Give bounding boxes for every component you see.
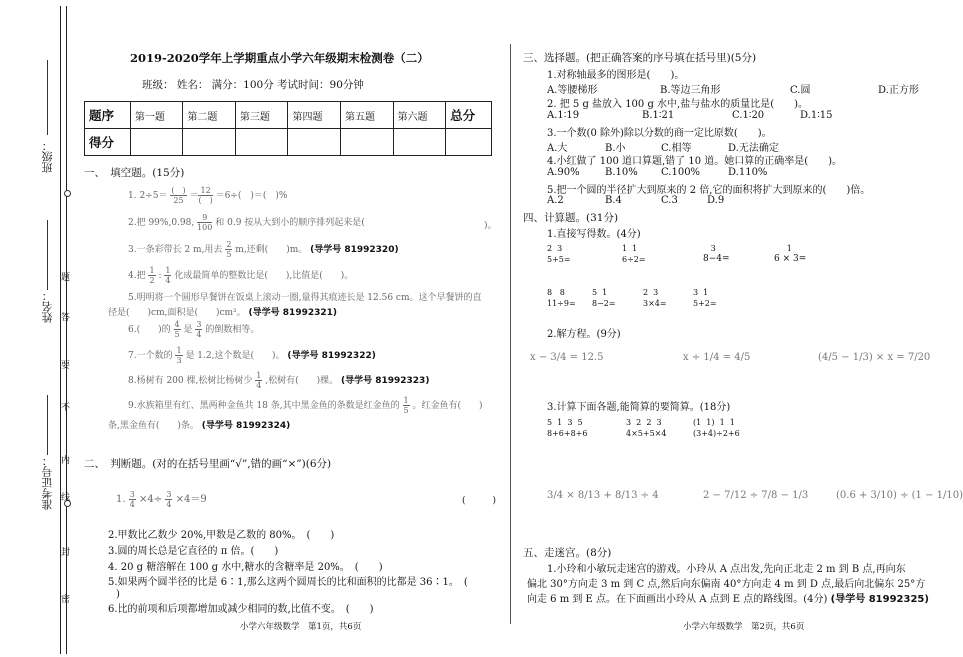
simplify-2: 3 2 2 3 4×5+5×4 bbox=[626, 418, 667, 438]
section-heading: 三、选择题。(把正确答案的序号填在括号里)(5分) bbox=[523, 52, 757, 64]
q8-text-2: ,松树有( )棵。 bbox=[265, 376, 339, 386]
page-divider bbox=[510, 44, 511, 624]
q1-text-2: ＝6÷( )＝( )% bbox=[215, 191, 288, 201]
choice-option[interactable]: C.100% bbox=[661, 167, 701, 178]
choice-option[interactable]: C.相等 bbox=[661, 143, 692, 154]
choice-5: 5.把一个圆的半径扩大到原来的 2 倍,它的面积将扩大到原来的( )倍。 bbox=[547, 185, 871, 196]
score-row-label: 得分 bbox=[85, 129, 131, 156]
seal-char: 要 bbox=[61, 361, 71, 371]
oral-calc-1: 2 3 5+5= bbox=[547, 244, 571, 264]
frac-num: 1 bbox=[176, 346, 182, 355]
score-header-cell: 第五题 bbox=[341, 102, 394, 129]
seal-char: 不 bbox=[61, 403, 71, 413]
q5-text: 径是( )cm,面积是( )cm²。 bbox=[108, 308, 246, 318]
calc-sub-1: 1.直接写得数。(4分) bbox=[547, 229, 641, 240]
q2-close: )。 bbox=[484, 221, 497, 231]
score-input-cell[interactable] bbox=[446, 129, 492, 156]
frac-den: 3 bbox=[176, 356, 182, 365]
simplify-5: 2 − 7/12 ÷ 7/8 − 1/3 bbox=[703, 490, 809, 501]
frac-num: 3 bbox=[196, 320, 202, 329]
q9-text-3: 条,黑金鱼有( )条。 bbox=[108, 421, 199, 431]
seal-char: 封 bbox=[61, 548, 71, 558]
guide-number: (导学号 81992322) bbox=[287, 351, 376, 361]
exam-id-label: 准考证号： bbox=[41, 455, 54, 510]
score-header-cell: 第三题 bbox=[235, 102, 288, 129]
frac-num: 9 bbox=[197, 213, 212, 223]
page-title: 2019-2020学年上学期重点小学六年级期末检测卷（二） bbox=[130, 51, 429, 65]
q9-text-2: 。红金鱼有( ) bbox=[412, 401, 483, 411]
guide-number: (导学号 81992324) bbox=[201, 421, 291, 431]
q6-text-2: 是 bbox=[183, 325, 193, 335]
question-3 bbox=[128, 240, 399, 259]
choice-option[interactable]: B.1∶21 bbox=[642, 110, 675, 121]
frac-num: 2 bbox=[226, 240, 232, 249]
question-4 bbox=[128, 266, 353, 285]
q6-text-3: 的倒数相等。 bbox=[205, 325, 260, 335]
frac-den: 25 bbox=[173, 196, 184, 205]
choice-option[interactable]: D.9 bbox=[707, 195, 725, 206]
q8-text: 8.杨树有 200 棵,松树比杨树少 bbox=[128, 376, 253, 386]
oral-calc-2: 1 1 6÷2= bbox=[622, 244, 646, 264]
j1-text-2: ×4÷ bbox=[139, 494, 163, 505]
score-input-cell[interactable] bbox=[235, 129, 288, 156]
seal-char: 密 bbox=[61, 595, 71, 605]
frac-den: 100 bbox=[197, 223, 213, 232]
score-header-cell: 第四题 bbox=[288, 102, 341, 129]
q4-text: 4.把 bbox=[128, 271, 146, 281]
seal-char: 题 bbox=[61, 273, 71, 283]
oral-calc-4: 1 6 × 3= bbox=[774, 244, 807, 264]
frac-num: 4 bbox=[174, 320, 180, 329]
guide-number: (导学号 81992321) bbox=[248, 308, 338, 318]
frac-num: 3 bbox=[129, 490, 135, 499]
frac-num: 1 bbox=[403, 396, 409, 405]
maze-paragraph-1: 1.小玲和小敏玩走迷宫的游戏。小玲从 A 点出发,先向正北走 2 m 到 B 点,再向东 bbox=[547, 564, 906, 575]
equation-2: x ÷ 1/4 = 4/5 bbox=[683, 352, 751, 363]
simplify-1: 5 1 3 5 8+6+8+6 bbox=[547, 418, 588, 438]
name-label: 姓名： bbox=[41, 290, 54, 323]
choice-option[interactable]: A.1∶19 bbox=[547, 110, 580, 121]
class-underline bbox=[47, 60, 48, 135]
question-6 bbox=[128, 320, 259, 339]
q4-colon: : bbox=[158, 271, 162, 281]
seal-char: 线 bbox=[61, 493, 71, 503]
question-5-line-1: 5.明明将一个圆形早餐饼在饭桌上滚动一圈,量得其痕迹长是 12.56 cm。这个早餐饼的直 bbox=[128, 293, 482, 303]
choice-option[interactable]: A.等腰梯形 bbox=[547, 85, 598, 96]
frac-den: 5 bbox=[174, 330, 180, 339]
frac-den: 4 bbox=[196, 330, 202, 339]
choice-option[interactable]: A.90% bbox=[547, 167, 580, 178]
score-input-cell[interactable] bbox=[183, 129, 236, 156]
q7-text-2: 是 1.2,这个数是( )。 bbox=[185, 351, 285, 361]
exam-info: 班级： 姓名： 满分：100分 考试时间：90分钟 bbox=[142, 79, 364, 91]
q4-text-2: 化成最简单的整数比是( ),比值是( )。 bbox=[174, 271, 354, 281]
frac-den: ( ) bbox=[198, 196, 213, 205]
choice-option[interactable]: C.1∶20 bbox=[732, 110, 765, 121]
frac-den: 4 bbox=[129, 500, 135, 509]
choice-option[interactable]: D.无法确定 bbox=[728, 143, 779, 154]
score-input-cell[interactable] bbox=[130, 129, 183, 156]
q3-text: 3.一条彩带长 2 m,用去 bbox=[128, 245, 223, 255]
score-header-cell: 总分 bbox=[446, 102, 492, 129]
section-heading: 一、 填空题。(15分) bbox=[84, 167, 185, 179]
q6-text: 6.( )的 bbox=[128, 325, 171, 335]
simplify-4: 3/4 × 8/13 + 8/13 ÷ 4 bbox=[547, 490, 659, 501]
section-heading: 五、走迷宫。(8分) bbox=[523, 547, 612, 559]
frac-den: 4 bbox=[165, 276, 171, 285]
score-header-cell: 第二题 bbox=[183, 102, 236, 129]
question-9-line-1 bbox=[128, 396, 483, 415]
question-5-line-2 bbox=[108, 305, 337, 318]
choice-option[interactable]: D.1∶15 bbox=[800, 110, 833, 121]
score-input-cell[interactable] bbox=[341, 129, 394, 156]
choice-option[interactable]: B.4 bbox=[605, 195, 622, 206]
q3-text-2: m,还剩( )m。 bbox=[235, 245, 308, 255]
choice-2: 2. 把 5 g 盐放入 100 g 水中,盐与盐水的质量比是( )。 bbox=[547, 99, 809, 110]
equation-1: x − 3/4 = 12.5 bbox=[530, 352, 604, 363]
section-heading: 四、计算题。(31分) bbox=[523, 212, 619, 224]
q1-text: 1. 2÷5＝ bbox=[128, 191, 168, 201]
simplify-6: (0.6 + 3/10) ÷ (1 − 1/10) bbox=[836, 490, 963, 501]
choice-option[interactable]: D.正方形 bbox=[878, 85, 919, 96]
page-footer: 小学六年级数学 第1页，共6页 bbox=[240, 622, 362, 632]
page-footer: 小学六年级数学 第2页，共6页 bbox=[683, 622, 805, 632]
oral-calc-8: 3 1 5+2= bbox=[693, 288, 717, 308]
oral-calc-6: 5 1 8−2= bbox=[592, 288, 616, 308]
frac-num: 12 bbox=[198, 186, 212, 196]
question-9-line-2 bbox=[108, 418, 290, 431]
frac-num: 1 bbox=[149, 266, 155, 275]
score-input-cell[interactable] bbox=[393, 129, 446, 156]
question-1: 1. 2÷5＝ $\frac{( )}{25}$ ＝ $\frac{12}{( )}$ ＝6÷( )＝( )% bbox=[128, 186, 288, 205]
score-header-cell: 第一题 bbox=[130, 102, 183, 129]
section-heading: 二、 判断题。(对的在括号里画“√”,错的画“×”)(6分) bbox=[84, 458, 332, 470]
question-8 bbox=[128, 371, 429, 390]
seal-char: 内 bbox=[61, 456, 71, 466]
choice-option[interactable]: B.等边三角形 bbox=[660, 85, 721, 96]
frac-den: 5 bbox=[226, 250, 232, 259]
maze-paragraph-3 bbox=[527, 590, 929, 605]
oral-calc-7: 2 3 3×4= bbox=[643, 288, 667, 308]
maze-text: 向走 6 m 到 E 点。在下面画出小玲从 A 点到 E 点的路线图。(4分) bbox=[527, 594, 828, 605]
choice-option[interactable]: A.大 bbox=[547, 143, 568, 154]
guide-number: (导学号 81992320) bbox=[310, 245, 399, 255]
question-2 bbox=[128, 213, 365, 232]
guide-number: (导学号 81992325) bbox=[830, 594, 929, 605]
choice-3: 3.一个数(0 除外)除以分数的商一定比原数( )。 bbox=[547, 128, 772, 139]
judge-5: 5.如果两个圆半径的比是 6∶1,那么这两个圆周长的比和面积的比都是 36∶1。 ( bbox=[108, 577, 468, 588]
score-header-cell: 第六题 bbox=[393, 102, 446, 129]
frac-num: 3 bbox=[166, 490, 172, 499]
frac-den: 2 bbox=[149, 276, 155, 285]
frac-den: 4 bbox=[166, 500, 172, 509]
judge-6: 6.比的前项和后项都增加或减少相同的数,比值不变。 ( ) bbox=[108, 604, 374, 615]
class-label: 班级： bbox=[41, 140, 54, 173]
guide-number: (导学号 81992323) bbox=[340, 376, 430, 386]
choice-option[interactable]: C.圆 bbox=[790, 85, 811, 96]
j1-text-3: ×4＝9 bbox=[175, 494, 207, 505]
frac-num: ( ) bbox=[171, 186, 186, 195]
choice-option[interactable]: A.2 bbox=[547, 195, 564, 206]
choice-option[interactable]: B.小 bbox=[605, 143, 626, 154]
name-underline bbox=[47, 220, 48, 290]
judge-3: 3.圆的周长总是它直径的 π 倍。( ) bbox=[108, 546, 279, 557]
judge-4: 4. 20 g 糖溶解在 100 g 水中,糖水的含糖率是 20%。 ( ) bbox=[108, 562, 383, 573]
frac-num: 1 bbox=[165, 266, 171, 275]
oral-calc-5: 8 8 11÷9= bbox=[547, 288, 576, 308]
simplify-3: (1 1) 1 1 (3+4)÷2+6 bbox=[693, 418, 740, 438]
judge-1 bbox=[116, 490, 207, 509]
question-7 bbox=[128, 346, 376, 365]
choice-option[interactable]: C.3 bbox=[661, 195, 678, 206]
calc-sub-2: 2.解方程。(9分) bbox=[547, 329, 621, 340]
maze-paragraph-2: 偏北 30°方向走 3 m 到 C 点,然后向东偏南 40°方向走 4 m 到 D 点,最后向北偏东 25°方 bbox=[527, 579, 926, 590]
q2-text: 2.把 99%,0.98, bbox=[128, 218, 195, 228]
score-header-cell: 题序 bbox=[85, 102, 131, 129]
choice-option[interactable]: D.110% bbox=[728, 167, 768, 178]
choice-1: 1.对称轴最多的图形是( )。 bbox=[547, 70, 685, 81]
seal-char: 答 bbox=[61, 313, 71, 323]
frac-den: 5 bbox=[403, 406, 409, 415]
q2-text-2: 和 0.9 按从大到小的顺序排列起来是( bbox=[215, 218, 365, 228]
j1-text: 1. bbox=[116, 494, 126, 505]
choice-option[interactable]: B.10% bbox=[605, 167, 638, 178]
judge-2: 2.甲数比乙数少 20%,甲数是乙数的 80%。 ( ) bbox=[108, 530, 335, 541]
q9-text: 9.水族箱里有红、黑两种金鱼共 18 条,其中黑金鱼的条数是红金鱼的 bbox=[128, 401, 400, 411]
judge-5-close: ) bbox=[116, 589, 120, 600]
frac-den: 4 bbox=[256, 381, 262, 390]
oral-calc-3: 3 8−4= bbox=[703, 244, 730, 264]
score-input-cell[interactable] bbox=[288, 129, 341, 156]
seal-circle bbox=[64, 190, 71, 197]
equation-3: (4/5 − 1/3) × x = 7/20 bbox=[818, 352, 931, 363]
q7-text: 7.一个数的 bbox=[128, 351, 173, 361]
calc-sub-3: 3.计算下面各题,能简算的要简算。(18分) bbox=[547, 402, 731, 413]
judge-answer-paren[interactable]: ( ) bbox=[462, 496, 497, 506]
choice-4: 4.小红做了 100 道口算题,错了 10 道。她口算的正确率是( )。 bbox=[547, 156, 843, 167]
exam-id-underline bbox=[47, 395, 48, 455]
score-table bbox=[84, 101, 492, 156]
frac-num: 1 bbox=[256, 371, 262, 380]
